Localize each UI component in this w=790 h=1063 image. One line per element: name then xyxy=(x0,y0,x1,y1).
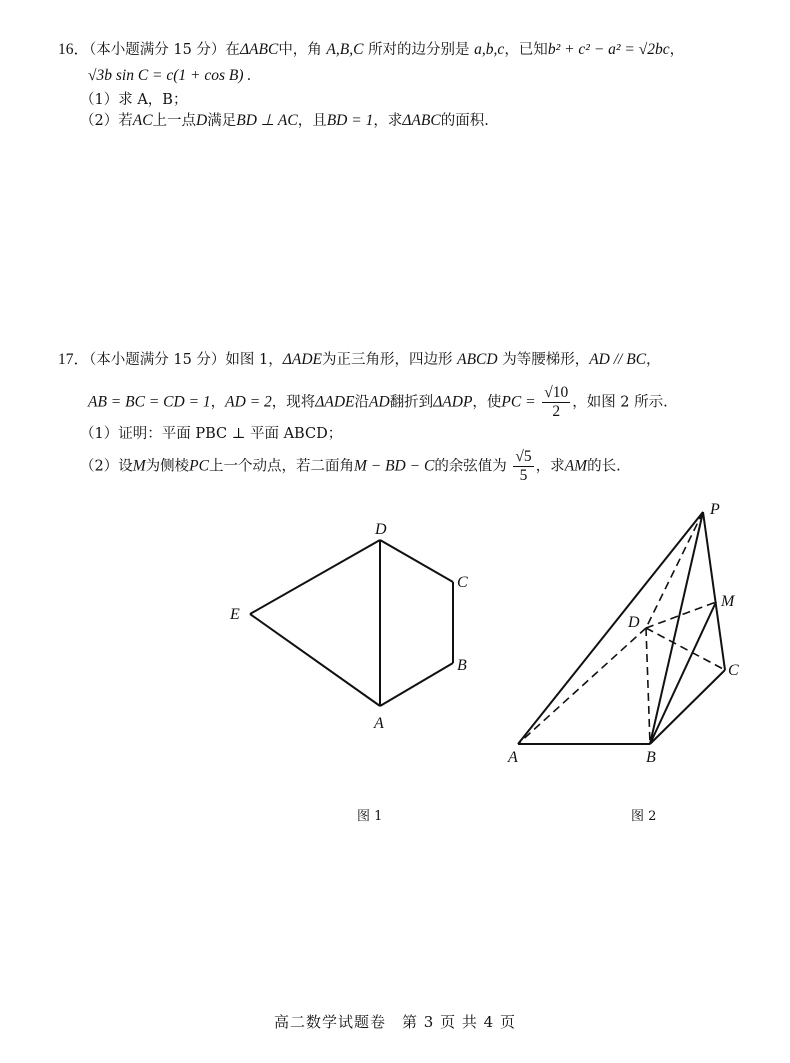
q17-cos-denominator: 5 xyxy=(519,467,528,484)
q17-eq1: AB = BC = CD = 1 xyxy=(88,393,211,411)
fig1-edge-BA xyxy=(380,663,453,706)
q17-t4: ， xyxy=(210,394,226,411)
fig1-edge-DC xyxy=(380,540,453,582)
fig2-label-C: C xyxy=(728,662,739,679)
q16-part2-b: 上一点 xyxy=(152,113,197,129)
q16-part2-tri: ΔABC xyxy=(402,112,441,129)
fig1-label-A: A xyxy=(374,715,384,732)
figure1-diagram xyxy=(250,540,453,706)
q17-t8: ，使 xyxy=(472,394,502,411)
q17-header: （本小题满分 15 分）如图 1， xyxy=(89,352,283,368)
q16-part2-c: 满足 xyxy=(207,113,237,129)
q17-part1: （1）证明：平面 PBC ⊥ 平面 ABCD； xyxy=(80,426,343,442)
q17-part2-a: （2）设 xyxy=(80,458,133,475)
q17-abcd: ABCD xyxy=(457,351,498,368)
page-footer: 高二数学试题卷 第 3 页 共 4 页 xyxy=(274,1013,516,1031)
q17-t3: ， xyxy=(646,352,661,368)
q17-t5: ，现将 xyxy=(271,394,316,411)
q16-part2-d: D xyxy=(196,112,208,129)
q17-adp: ΔADP xyxy=(433,393,473,411)
fig2-edge-DB xyxy=(646,628,650,744)
q17-t2: 为等腰梯形， xyxy=(502,352,590,368)
q17-number: 17． xyxy=(58,351,90,368)
q16-part1: （1）求 A，B； xyxy=(80,92,188,108)
q17-part2-angle: M − BD − C xyxy=(353,457,435,475)
q17-ade: ΔADE xyxy=(282,351,323,368)
q17-cos-numerator: √5 xyxy=(515,448,532,465)
q16-part2-f: ，求 xyxy=(373,113,403,129)
q16-text2: 所对的边分别是 xyxy=(368,42,470,58)
figure2-diagram xyxy=(518,512,725,744)
q17-part2-f: 的长. xyxy=(587,458,621,475)
fig2-edge-DC xyxy=(646,628,725,670)
fig2-edge-PC xyxy=(703,512,725,670)
fig2-edge-DA xyxy=(518,628,646,744)
q16-header: （本小题满分 15 分）在 xyxy=(89,42,240,58)
q17-part2-m: M xyxy=(132,457,146,475)
q17-eq2: AD = 2 xyxy=(225,393,272,411)
q17-part2-b: 为侧棱 xyxy=(145,458,190,475)
q16-comma: ， xyxy=(669,42,685,58)
fig1-label-D: D xyxy=(375,521,387,538)
fig2-label-A: A xyxy=(508,749,518,766)
fig2-edge-BC xyxy=(650,670,725,744)
q16-part2-a: （2）若 xyxy=(80,113,133,129)
q17-part2-e: ，求 xyxy=(535,458,565,475)
fig1-edge-ED xyxy=(250,540,380,614)
fig1-label-B: B xyxy=(457,657,467,674)
q16-angles: A,B,C xyxy=(326,41,364,58)
q16-condition2: √3b sin C = c(1 + cos B) . xyxy=(88,67,252,84)
fig2-label-B: B xyxy=(646,749,656,766)
fig1-label-C: C xyxy=(457,574,468,591)
q16-part2-bd: BD = 1 xyxy=(326,112,374,129)
q16-part2-g: 的面积. xyxy=(440,113,489,129)
q17-ad: AD xyxy=(369,393,390,411)
q16-condition1: b² + c² − a² = √2bc xyxy=(547,41,670,58)
q17-part2-pc: PC xyxy=(189,457,209,475)
q16-sides: a,b,c xyxy=(474,41,505,58)
q17-parallel: AD // BC xyxy=(589,351,647,368)
q16-part2-ac: AC xyxy=(132,112,153,129)
q17-pc-numerator: √10 xyxy=(544,384,569,401)
q17-ade2: ΔADE xyxy=(315,393,355,411)
q17-pc: PC = xyxy=(501,393,536,411)
fig1-label-E: E xyxy=(230,606,240,623)
q17-t6: 沿 xyxy=(354,394,370,411)
q16-triangle: ΔABC xyxy=(239,41,279,58)
fig1-edge-EA xyxy=(250,614,380,706)
figure1-caption: 图 1 xyxy=(357,809,383,824)
fig2-label-P: P xyxy=(710,501,720,518)
q16-part2-e: ，且 xyxy=(297,113,327,129)
fig2-edge-PD xyxy=(646,512,703,628)
q16-number: 16． xyxy=(58,41,90,58)
q17-pc-denominator: 2 xyxy=(552,403,561,420)
figure2-caption: 图 2 xyxy=(631,809,657,824)
fig2-label-D: D xyxy=(628,614,640,631)
q16-text3: ，已知 xyxy=(504,42,548,58)
q17-part2-c: 上一个动点，若二面角 xyxy=(208,458,354,475)
fig2-label-M: M xyxy=(721,593,735,610)
q17-t7: 翻折到 xyxy=(389,394,434,411)
q17-part2-d: 的余弦值为 xyxy=(434,458,507,475)
q17-t9: ，如图 2 所示. xyxy=(572,394,668,411)
fig2-edge-PA xyxy=(518,512,703,744)
q16-part2-perp: BD ⊥ AC xyxy=(236,112,298,129)
q17-t1: 为正三角形，四边形 xyxy=(322,352,453,368)
q17-part2-am: AM xyxy=(564,457,588,475)
q16-text1: 中，角 xyxy=(278,42,322,58)
